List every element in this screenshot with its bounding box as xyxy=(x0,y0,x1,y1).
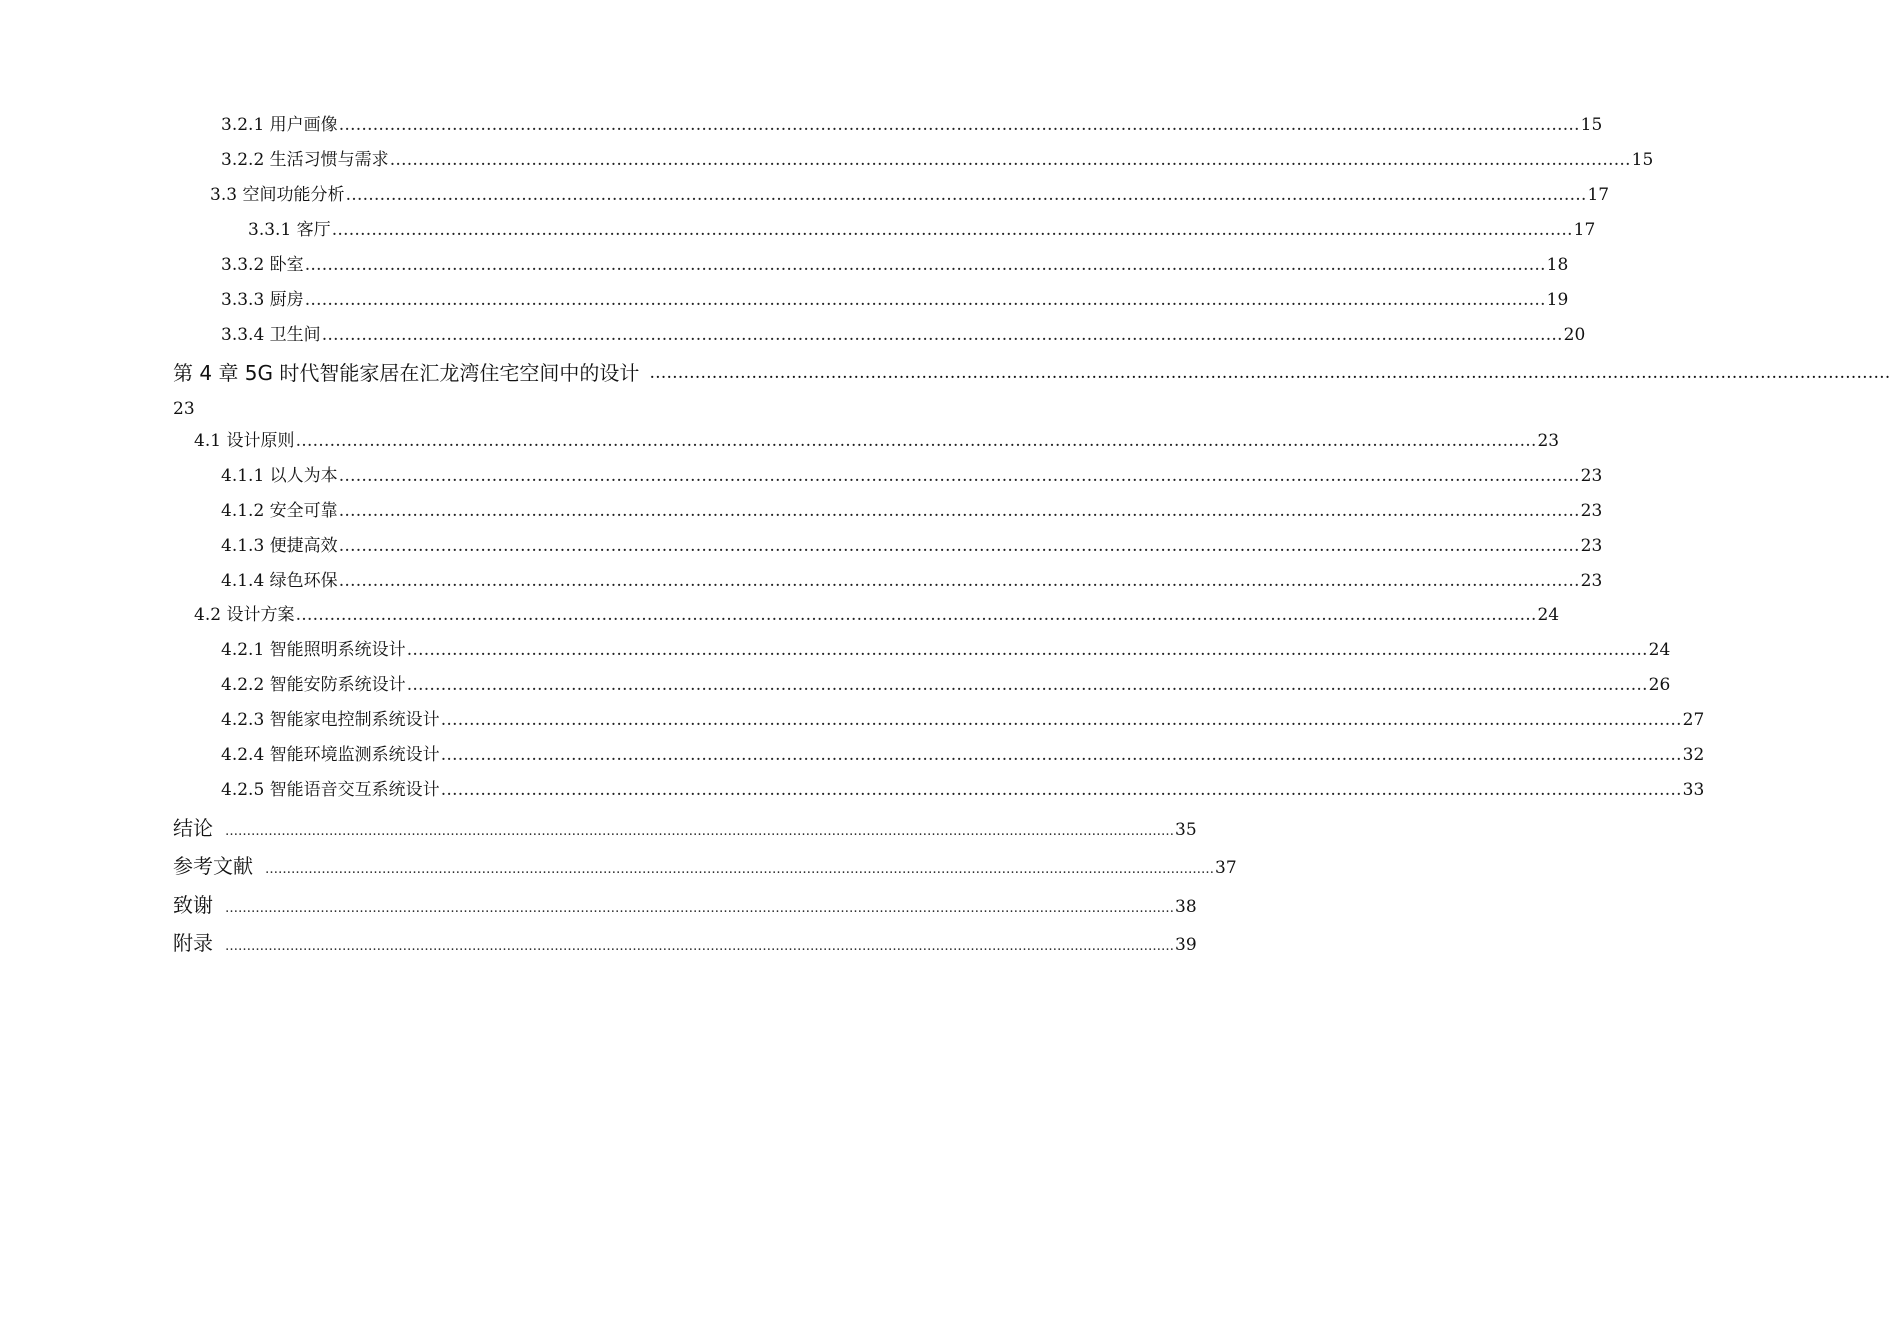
toc-entry-page: 19 xyxy=(1546,290,1569,310)
toc-entry-label: 3.3.4 卫生间 xyxy=(221,325,321,345)
toc-entry-label: 3.3 空间功能分析 xyxy=(210,185,345,205)
toc-entry-chapter-4-page[interactable]: 23 xyxy=(173,399,195,419)
toc-entry-3-3[interactable] xyxy=(210,182,1610,208)
dot-leader: ………………………………………………………………………………………………………………………………………………………………………………………………… xyxy=(295,605,1537,625)
toc-entry-3-3-4[interactable] xyxy=(221,322,1586,348)
toc-entry-page: 38 xyxy=(1175,897,1197,917)
toc-entry-label: 参考文献 xyxy=(173,854,253,878)
toc-entry-page: 26 xyxy=(1648,675,1671,695)
toc-entry-4-1-3[interactable] xyxy=(221,533,1603,559)
toc-entry-page: 23 xyxy=(1537,431,1560,451)
toc-entry-3-2-1[interactable] xyxy=(221,112,1603,138)
toc-entry-page: 39 xyxy=(1175,935,1197,955)
toc-entry-references[interactable] xyxy=(173,851,1237,881)
toc-entry-label: 4.2.5 智能语音交互系统设计 xyxy=(221,780,440,800)
toc-entry-4-2-5[interactable] xyxy=(221,777,1705,803)
toc-entry-label: 4.2.3 智能家电控制系统设计 xyxy=(221,710,440,730)
toc-entry-page: 23 xyxy=(1580,571,1603,591)
toc-entry-page: 17 xyxy=(1587,185,1610,205)
toc-entry-page: 17 xyxy=(1573,220,1596,240)
dot-leader: ………………………………………………………………………………………………………………………………………………………………………………………………… xyxy=(265,862,1214,877)
toc-entry-label: 4.1.1 以人为本 xyxy=(221,466,338,486)
dot-leader: ………………………………………………………………………………………………………………………………………………………………………………………………… xyxy=(225,939,1174,954)
toc-entry-4-1-2[interactable] xyxy=(221,498,1603,524)
toc-entry-label: 第 4 章 5G 时代智能家居在汇龙湾住宅空间中的设计 xyxy=(173,361,640,385)
dot-leader: ………………………………………………………………………………………………………………………………………………………………………………………………… xyxy=(304,255,1546,275)
toc-entry-page: 23 xyxy=(1580,536,1603,556)
dot-leader: ………………………………………………………………………………………………………………………………………………………………………………………………… xyxy=(338,501,1580,521)
dot-leader: ………………………………………………………………………………………………………………………………………………………………………………………………… xyxy=(345,185,1587,205)
toc-entry-3-3-1[interactable] xyxy=(248,217,1596,243)
toc-entry-page: 20 xyxy=(1563,325,1586,345)
toc-entry-3-2-2[interactable] xyxy=(221,147,1654,173)
dot-leader: ………………………………………………………………………………………………………………………………………………………………………………………………… xyxy=(225,901,1174,916)
toc-entry-label: 4.1.4 绿色环保 xyxy=(221,571,338,591)
toc-entry-label: 4.1 设计原则 xyxy=(194,431,295,451)
toc-entry-label: 4.2.4 智能环境监测系统设计 xyxy=(221,745,440,765)
dot-leader: ………………………………………………………………………………………………………………………………………………………………………………………………… xyxy=(406,675,1648,695)
dot-leader: ………………………………………………………………………………………………………………………………………………………………………………………………… xyxy=(331,220,1573,240)
toc-entry-page: 15 xyxy=(1631,150,1654,170)
toc-entry-4-1-1[interactable] xyxy=(221,463,1603,489)
toc-entry-3-3-2[interactable] xyxy=(221,252,1569,278)
dot-leader: ………………………………………………………………………………………………………………………………………………………………………………………………… xyxy=(321,325,1563,345)
dot-leader: ………………………………………………………………………………………………………………………………………………………………………………………………… xyxy=(295,431,1537,451)
toc-entry-appendix[interactable] xyxy=(173,928,1197,958)
toc-entry-4-2-4[interactable] xyxy=(221,742,1705,768)
toc-entry-acknowledgements[interactable] xyxy=(173,890,1197,920)
toc-entry-label: 4.1.2 安全可靠 xyxy=(221,501,338,521)
toc-entry-label: 4.1.3 便捷高效 xyxy=(221,536,338,556)
toc-entry-label: 4.2.1 智能照明系统设计 xyxy=(221,640,406,660)
toc-entry-page: 35 xyxy=(1175,820,1197,840)
toc-entry-label: 3.3.1 客厅 xyxy=(248,220,331,240)
toc-entry-page: 15 xyxy=(1580,115,1603,135)
toc-entry-chapter-4[interactable] xyxy=(173,358,1890,388)
dot-leader: ………………………………………………………………………………………………………………………………………………………………………………………………… xyxy=(440,745,1682,765)
dot-leader: ………………………………………………………………………………………………………………………………………………………………………………………………… xyxy=(338,536,1580,556)
dot-leader: ………………………………………………………………………………………………………………………………………………………………………………………………… xyxy=(440,710,1682,730)
toc-entry-4-2-1[interactable] xyxy=(221,637,1671,663)
toc-entry-label: 3.2.1 用户画像 xyxy=(221,115,338,135)
dot-leader: ………………………………………………………………………………………………………………………………………………………………………………………………… xyxy=(225,824,1174,839)
toc-entry-label: 4.2.2 智能安防系统设计 xyxy=(221,675,406,695)
toc-entry-page: 32 xyxy=(1682,745,1705,765)
toc-entry-page: 24 xyxy=(1648,640,1671,660)
toc-entry-4-2-3[interactable] xyxy=(221,707,1705,733)
dot-leader: ………………………………………………………………………………………………………………………………………………………………………………………………… xyxy=(338,571,1580,591)
toc-entry-label: 4.2 设计方案 xyxy=(194,605,295,625)
dot-leader: ………………………………………………………………………………………………………………………………………………………………………………………………… xyxy=(304,290,1546,310)
toc-entry-page: 27 xyxy=(1682,710,1705,730)
toc-entry-conclusion[interactable] xyxy=(173,813,1197,843)
toc-entry-label: 附录 xyxy=(173,931,213,955)
toc-entry-page: 23 xyxy=(1580,501,1603,521)
toc-entry-label: 3.3.3 厨房 xyxy=(221,290,304,310)
toc-entry-3-3-3[interactable] xyxy=(221,287,1569,313)
dot-leader: ………………………………………………………………………………………………………………………………………………………………………………………………… xyxy=(440,780,1682,800)
dot-leader: ………………………………………………………………………………………………………………………………………………………………………………………………… xyxy=(389,150,1631,170)
toc-entry-label: 结论 xyxy=(173,816,213,840)
toc-entry-4-2-2[interactable] xyxy=(221,672,1671,698)
toc-entry-page: 23 xyxy=(1580,466,1603,486)
toc-entry-page: 18 xyxy=(1546,255,1569,275)
toc-entry-page: 33 xyxy=(1682,780,1705,800)
toc-entry-label: 致谢 xyxy=(173,893,213,917)
toc-entry-page: 24 xyxy=(1537,605,1560,625)
toc-entry-4-2[interactable] xyxy=(194,602,1560,628)
dot-leader: ………………………………………………………………………………………………………………………………………………………………………………………………… xyxy=(338,466,1580,486)
toc-entry-label: 3.3.2 卧室 xyxy=(221,255,304,275)
dot-leader: ………………………………………………………………………………………………………………………………………………………………………………………………… xyxy=(649,363,1890,383)
dot-leader: ………………………………………………………………………………………………………………………………………………………………………………………………… xyxy=(406,640,1648,660)
toc-entry-4-1[interactable] xyxy=(194,428,1560,454)
toc-entry-label: 3.2.2 生活习惯与需求 xyxy=(221,150,389,170)
toc-entry-4-1-4[interactable] xyxy=(221,568,1603,594)
toc-entry-page: 37 xyxy=(1215,858,1237,878)
dot-leader: ………………………………………………………………………………………………………………………………………………………………………………………………… xyxy=(338,115,1580,135)
